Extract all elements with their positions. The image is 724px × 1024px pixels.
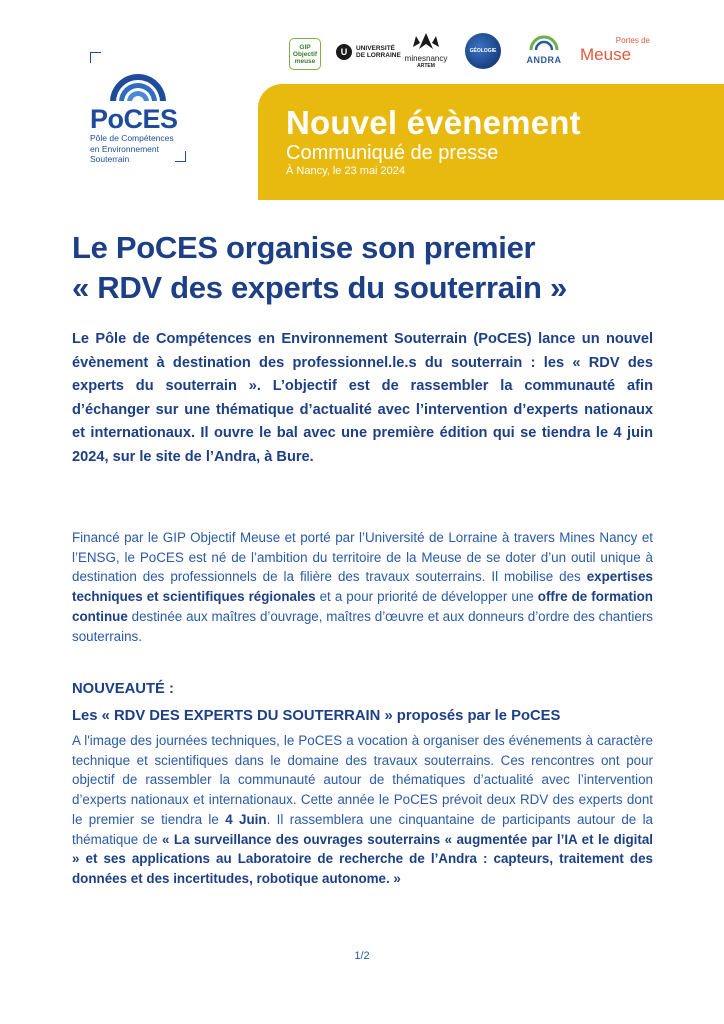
body-paragraph-presentation xyxy=(72,528,653,646)
andra-logo-text: ANDRA xyxy=(526,55,562,65)
mines-flame-icon xyxy=(411,33,441,49)
section-subheading: Les « RDV DES EXPERTS DU SOUTERRAIN » proposés par le PoCES xyxy=(72,708,561,724)
body-emphasis: « La surveillance des ouvrages souterrains « augmentée par l’IA et le digital » et ses applications au Laboratoire de recherche de l’Andra : capteurs, traitement des données et des incertitudes, robotique autonome. » xyxy=(72,831,653,886)
section-heading: NOUVEAUTÉ : xyxy=(72,681,174,697)
gip-logo-text: Objectif xyxy=(292,50,318,58)
mines-logo-text: minesnancy xyxy=(404,54,448,63)
event-banner xyxy=(258,84,724,200)
portes-de-meuse-top-text: Portes de xyxy=(615,36,650,45)
gip-objectif-meuse-logo xyxy=(289,38,321,70)
portes-de-meuse-logo xyxy=(580,36,650,65)
ul-logo-text: UNIVERSITÉ xyxy=(356,45,396,52)
body-text: Financé par le GIP Objectif Meuse et porté par l’Université de Lorraine à travers Mines Nancy et l’ENSG, le PoCES est né de l’ambition du territoire de la Meuse de se doter d’un outil unique à destination des professionnels de la filière des travaux souterrains. Il mobilise des xyxy=(72,530,653,585)
logo-subtitle xyxy=(90,133,174,165)
tunnel-rings-icon xyxy=(106,52,170,102)
gip-logo-text: GIP xyxy=(299,43,311,51)
body-emphasis: 4 Juin xyxy=(225,811,267,827)
andra-logo xyxy=(516,34,572,65)
andra-arc-icon xyxy=(529,34,559,50)
body-text: A l'image des journées techniques, le PoCES a vocation à organiser des événements à caractère technique et scientifiques dans le domaine des travaux souterrains. Ces rencontres ont pour objectif de rassembler la communauté autour de thématiques d’actualité avec l’intervention d’experts nationaux et internationaux. Cette année le PoCES prévoit deux RDV des experts dont le premier se tiendra le xyxy=(72,733,653,827)
banner-date: À Nancy, le 23 mai 2024 xyxy=(286,165,406,177)
mines-logo-subtext: ARTEM xyxy=(417,63,435,69)
logo-subtitle-line: Pôle de Compétences xyxy=(90,133,174,143)
logo-corner-top-left xyxy=(90,52,101,63)
banner-subtitle: Communiqué de presse xyxy=(286,142,499,164)
lead-paragraph: Le Pôle de Compétences en Environnement Souterrain (PoCES) lance un nouvel évènement à destination des professionnel.le.s du souterrain : les « RDV des experts du souterrain ». L’objectif est de rassembler la communauté afin d’échanger sur une thématique d’actualité avec l’intervention d’experts nationaux et internationaux. Il ouvre le bal avec une première édition qui se tiendra le 4 juin 2024, sur le site de l’Andra, à Bure. xyxy=(72,331,653,465)
logo-subtitle-line: Souterrain xyxy=(90,154,130,164)
page-title-line: « RDV des experts du souterrain » xyxy=(72,270,567,305)
logo-subtitle-line: en Environnement xyxy=(90,143,159,154)
logo-wordmark: PoCES xyxy=(90,104,178,134)
mines-nancy-logo xyxy=(400,33,452,69)
body-paragraph-rdv xyxy=(72,731,653,889)
logo-corner-bottom-right xyxy=(175,151,186,162)
page-number: 1/2 xyxy=(354,950,370,962)
body-text: et a pour priorité de développer une xyxy=(315,589,538,605)
page-title-line: Le PoCES organise son premier xyxy=(72,230,536,265)
body-emphasis: offre de formation continue xyxy=(72,589,653,624)
ul-logo-text: DE LORRAINE xyxy=(356,52,401,59)
body-emphasis: expertises techniques et scientifiques régionales xyxy=(72,569,653,605)
page-title xyxy=(72,228,672,308)
banner-title: Nouvel évènement xyxy=(286,104,581,141)
portes-de-meuse-main-text: Meuse xyxy=(580,45,632,64)
ul-emblem-icon: U xyxy=(336,44,352,60)
body-text: . Il rassemblera une cinquantaine de participants autour de la thématique de xyxy=(72,811,654,847)
geologie-logo: GÉOLOGIE xyxy=(465,33,501,69)
universite-de-lorraine-logo xyxy=(336,44,401,60)
body-text: destinée aux maîtres d’ouvrage, maîtres d’œuvre et aux donneurs d’ordre des chantiers souterrains. xyxy=(72,608,653,644)
gip-logo-text: meuse xyxy=(294,57,316,65)
poces-logo xyxy=(84,44,188,166)
